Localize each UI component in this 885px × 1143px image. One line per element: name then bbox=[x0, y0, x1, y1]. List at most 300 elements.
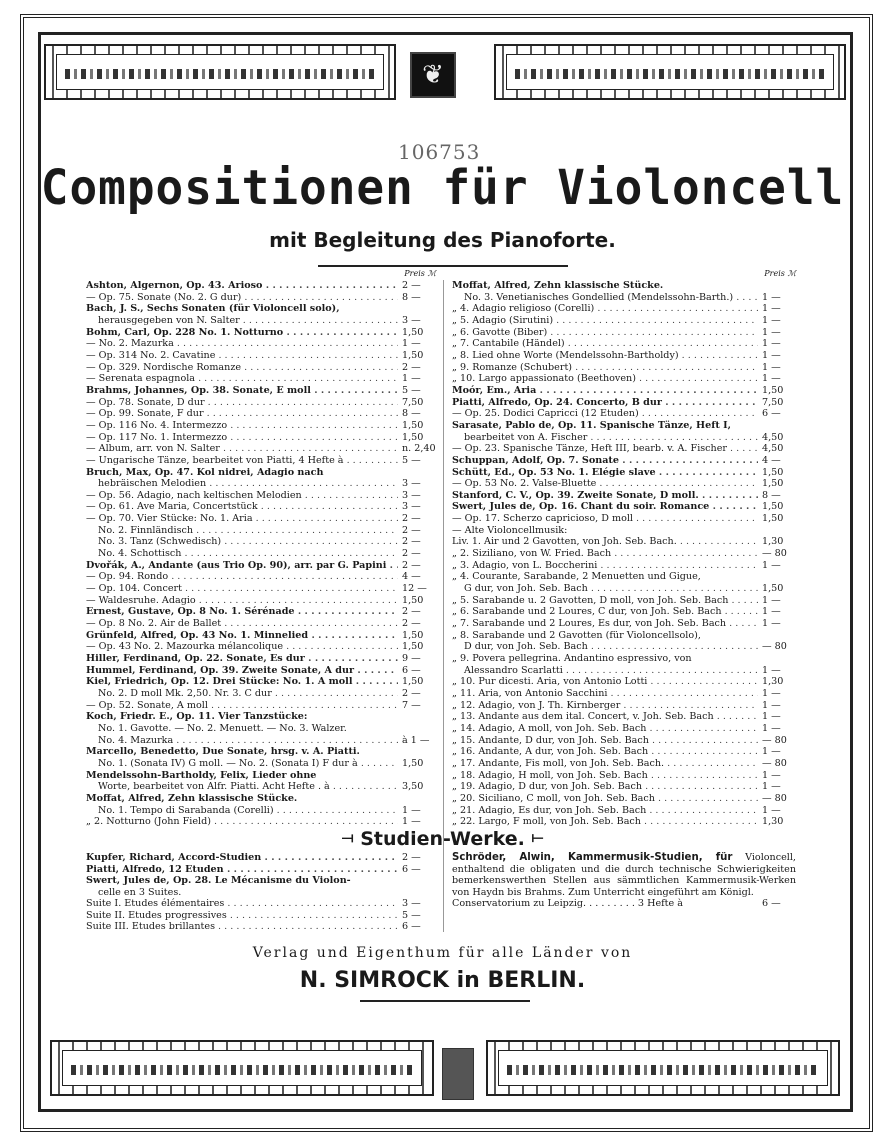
entry-title: „ 9. Romanze (Schubert) . . . bbox=[452, 362, 758, 374]
catalog-entry bbox=[86, 910, 436, 922]
entry-title: celle en 3 Suites. bbox=[98, 886, 182, 898]
catalog-entry bbox=[86, 385, 436, 397]
entry-title: Schütt, Ed., Op. 53 No. 1. Elégie slave . . . bbox=[452, 467, 758, 479]
entry-price: 7,50 bbox=[762, 396, 784, 408]
entry-title: — Op. 116 No. 4. Intermezzo . . . bbox=[86, 420, 398, 432]
entry-price: 1 — bbox=[762, 804, 781, 816]
entry-price: 3 — bbox=[402, 501, 421, 513]
catalog-entry bbox=[86, 618, 436, 630]
entry-price: 6 — bbox=[402, 664, 421, 676]
entry-title: — Op. 52. Sonate, A moll . . . bbox=[86, 700, 398, 712]
entry-title: — Op. 94. Rondo . . . bbox=[86, 571, 398, 583]
catalog-entry bbox=[452, 362, 796, 374]
entry-price: 6 — bbox=[762, 408, 781, 420]
studien-heading: ⟞ Studien-Werke. ⟝ bbox=[341, 828, 544, 850]
entry-title: Alessandro Scarlatti . . . bbox=[452, 665, 758, 677]
entry-title: Mendelssohn-Bartholdy, Felix, Lieder ohne bbox=[86, 769, 317, 781]
entry-title: No. 1. (Sonata IV) G moll. — No. 2. (Sonata I) F dur à . . . bbox=[86, 758, 398, 770]
entry-price: 1,30 bbox=[762, 676, 784, 688]
entry-price: 1 — bbox=[762, 303, 781, 315]
entry-title: — Op. 117 No. 1. Intermezzo . . . bbox=[86, 432, 398, 444]
entry-price: 1,50 bbox=[402, 431, 424, 443]
catalog-entry bbox=[86, 397, 436, 409]
entry-price: 1,50 bbox=[402, 629, 424, 641]
title-divider bbox=[318, 265, 568, 267]
top-right-ornament bbox=[494, 44, 846, 100]
catalog-entry bbox=[86, 443, 436, 455]
catalog-entry bbox=[86, 373, 436, 385]
catalog-entry bbox=[86, 571, 436, 583]
entry-title: Swert, Jules de, Op. 28. Le Mécanisme du Violon- bbox=[86, 875, 351, 886]
catalog-entry bbox=[86, 746, 436, 758]
catalog-entry bbox=[452, 665, 796, 677]
entry-title: „ 7. Sarabande und 2 Loures, Es dur, von Joh. Seb. Bach . . . bbox=[452, 618, 758, 630]
entry-price: 1 — bbox=[402, 816, 421, 828]
entry-title: „ 16. Andante, A dur, von Joh. Seb. Bach . . . bbox=[452, 746, 758, 758]
catalog-entry bbox=[452, 688, 796, 700]
entry-price bbox=[758, 420, 796, 432]
catalog-entry bbox=[452, 548, 796, 560]
catalog-entry bbox=[86, 875, 436, 887]
entry-price: 1,30 bbox=[762, 816, 784, 828]
catalog-entry bbox=[86, 606, 436, 618]
catalog-entry bbox=[86, 630, 436, 642]
entry-title: „ 10. Pur dicesti. Aria, von Antonio Lotti . . . bbox=[452, 676, 758, 688]
right-catalog-column bbox=[452, 268, 796, 828]
entry-price: 1 — bbox=[762, 781, 781, 793]
entry-title: „ 11. Aria, von Antonio Sacchini . . . bbox=[452, 688, 758, 700]
catalog-entry bbox=[452, 513, 796, 525]
entry-title: No. 2. Finnländisch . . . bbox=[86, 525, 398, 537]
entry-price: 1,50 bbox=[402, 676, 424, 688]
entry-title: No. 4. Schottisch . . . bbox=[86, 548, 398, 560]
entry-price: 3 — bbox=[402, 478, 421, 490]
entry-title: Ashton, Algernon, Op. 43. Arioso . . . bbox=[86, 280, 398, 292]
entry-price: 8 — bbox=[402, 291, 421, 303]
catalog-entry bbox=[86, 536, 436, 548]
catalog-entry bbox=[86, 455, 436, 467]
entry-title: „ 4. Courante, Sarabande, 2 Menuetten und Gigue, bbox=[452, 571, 701, 583]
catalog-entry bbox=[86, 408, 436, 420]
entry-title: — Op. 99. Sonate, F dur . . . bbox=[86, 408, 398, 420]
catalog-entry bbox=[86, 758, 436, 770]
catalog-stamp: 106753 bbox=[398, 140, 481, 164]
catalog-entry bbox=[452, 770, 796, 782]
catalog-entry bbox=[86, 362, 436, 374]
entry-title: No. 4. Mazurka . . . bbox=[86, 735, 398, 747]
catalog-entry bbox=[452, 490, 796, 502]
catalog-entry bbox=[452, 641, 796, 653]
catalog-entry bbox=[86, 548, 436, 560]
entry-price: 1,50 bbox=[402, 641, 424, 653]
catalog-entry bbox=[86, 327, 436, 339]
entry-title: „ 6. Gavotte (Biber) . . . bbox=[452, 327, 758, 339]
entry-price bbox=[398, 711, 436, 723]
catalog-entry bbox=[452, 327, 796, 339]
entry-title: — Op. 17. Scherzo capricioso, D moll . . . bbox=[452, 513, 758, 525]
entry-price: 3 — bbox=[402, 489, 421, 501]
entry-title: „ 17. Andante, Fis moll, von Joh. Seb. Bach. . . . bbox=[452, 758, 758, 770]
entry-title: „ 8. Sarabande und 2 Gavotten (für Violoncellsolo), bbox=[452, 629, 701, 641]
entry-title: Suite II. Etudes progressives . . . bbox=[86, 910, 398, 922]
entry-title: — Op. 25. Dodici Capricci (12 Etuden) . . . bbox=[452, 408, 758, 420]
entry-price: 1 — bbox=[762, 326, 781, 338]
catalog-entry bbox=[452, 583, 796, 595]
catalog-entry bbox=[452, 373, 796, 385]
entry-price: 1 — bbox=[402, 804, 421, 816]
entry-title: Grünfeld, Alfred, Op. 43 No. 1. Minnelied . . . bbox=[86, 630, 398, 642]
entry-title: „ 10. Largo appassionato (Beethoven) . . . bbox=[452, 373, 758, 385]
catalog-entry bbox=[452, 595, 796, 607]
catalog-entry bbox=[86, 852, 436, 864]
catalog-entry bbox=[86, 292, 436, 304]
entry-title: „ 14. Adagio, A moll, von Joh. Seb. Bach . . . bbox=[452, 723, 758, 735]
entry-price: 1 — bbox=[762, 769, 781, 781]
catalog-entry bbox=[452, 606, 796, 618]
bottom-emblem bbox=[442, 1048, 474, 1100]
entry-title: — Op. 104. Concert . . . bbox=[86, 583, 398, 595]
bottom-left-ornament bbox=[50, 1040, 434, 1096]
entry-title: „ 3. Adagio, von L. Boccherini . . . bbox=[452, 560, 758, 572]
entry-price: 3 — bbox=[402, 898, 421, 909]
entry-price: 1 — bbox=[762, 711, 781, 723]
publisher-rule bbox=[360, 1000, 530, 1002]
catalog-entry bbox=[452, 303, 796, 315]
entry-price: 1,50 bbox=[402, 419, 424, 431]
entry-price: 1 — bbox=[762, 722, 781, 734]
catalog-entry bbox=[86, 688, 436, 700]
catalog-entry bbox=[452, 432, 796, 444]
entry-price: 1,30 bbox=[762, 536, 784, 548]
entry-title: No. 1. Tempo di Sarabanda (Corelli) . . . bbox=[86, 805, 398, 817]
entry-price: 2 — bbox=[402, 548, 421, 560]
catalog-entry bbox=[86, 350, 436, 362]
entry-price: 1 — bbox=[762, 338, 781, 350]
entry-title: „ 2. Siziliano, von W. Fried. Bach . . . bbox=[452, 548, 758, 560]
catalog-entry bbox=[86, 478, 436, 490]
catalog-entry bbox=[452, 618, 796, 630]
entry-price: 1,50 bbox=[762, 583, 784, 595]
entry-price: 1,50 bbox=[762, 513, 784, 525]
entry-price: 5 — bbox=[402, 909, 421, 921]
entry-price: 1 — bbox=[762, 687, 781, 699]
entry-title: „ 4. Adagio religioso (Corelli) . . . bbox=[452, 303, 758, 315]
entry-title: Moffat, Alfred, Zehn klassische Stücke. bbox=[86, 792, 298, 804]
entry-price: 1 — bbox=[762, 618, 781, 630]
entry-price: 1 — bbox=[762, 373, 781, 385]
catalog-entry bbox=[86, 280, 436, 292]
entry-price: 3 — bbox=[402, 314, 421, 326]
schroeder-text: Violoncell, enthaltend die obligaten und die durch technische Schwierigkeiten bemerkenswerthen Stellen aus sämmtlichen Kammermusik-Werken von Haydn bis Brahms. Zum Unterricht eingeführt am Königl. bbox=[452, 852, 796, 898]
catalog-entry bbox=[452, 397, 796, 409]
catalog-entry bbox=[452, 653, 796, 665]
entry-price: 2 — bbox=[402, 513, 421, 525]
entry-price bbox=[398, 887, 436, 899]
catalog-entry bbox=[452, 711, 796, 723]
entry-price: 1 — bbox=[402, 373, 421, 385]
catalog-entry bbox=[452, 746, 796, 758]
catalog-entry bbox=[86, 560, 436, 572]
entry-title: bearbeitet von A. Fischer . . . bbox=[452, 432, 758, 444]
entry-price bbox=[398, 467, 436, 479]
catalog-entry bbox=[452, 793, 796, 805]
catalog-entry bbox=[452, 420, 796, 432]
entry-title: — Album, arr. von N. Salter . . . bbox=[86, 443, 398, 455]
top-monogram-emblem: ❦ bbox=[410, 52, 456, 98]
entry-title: — Op. 78. Sonate, D dur . . . bbox=[86, 397, 398, 409]
entry-price: 2 — bbox=[402, 618, 421, 630]
entry-price: — 80 bbox=[762, 734, 787, 746]
entry-price: 2 — bbox=[402, 524, 421, 536]
studien-heading-text: Studien-Werke. bbox=[360, 828, 525, 850]
entry-price: 1 — bbox=[762, 361, 781, 373]
price-header-left: Preis ℳ bbox=[404, 269, 436, 278]
entry-title: Moffat, Alfred, Zehn klassische Stücke. bbox=[452, 280, 664, 291]
entry-price: 2 — bbox=[402, 687, 421, 699]
entry-price bbox=[758, 280, 796, 292]
entry-title: Brahms, Johannes, Op. 38. Sonate, E moll . . . bbox=[86, 385, 398, 397]
catalog-entry bbox=[452, 723, 796, 735]
publisher-name: N. SIMROCK in BERLIN. bbox=[299, 968, 586, 993]
entry-title: — Alte Violoncellmusik: bbox=[452, 524, 568, 536]
entry-price: 2 — bbox=[402, 606, 421, 618]
entry-price: 7,50 bbox=[402, 396, 424, 408]
catalog-entry bbox=[86, 723, 436, 735]
entry-title: — Serenata espagnola . . . bbox=[86, 373, 398, 385]
catalog-entry bbox=[452, 292, 796, 304]
entry-title: Bohm, Carl, Op. 228 No. 1. Notturno . . . bbox=[86, 327, 398, 339]
entry-price: 6 — bbox=[402, 863, 421, 875]
catalog-entry bbox=[86, 793, 436, 805]
left-catalog-column bbox=[86, 268, 436, 828]
entry-price: 2 — bbox=[402, 559, 421, 571]
entry-title: — Op. 23. Spanische Tänze, Heft III, bearb. v. A. Fischer . . . bbox=[452, 443, 758, 455]
catalog-entry bbox=[452, 898, 796, 910]
entry-title: „ 19. Adagio, D dur, von Joh. Seb. Bach . . . bbox=[452, 781, 758, 793]
catalog-entry bbox=[86, 653, 436, 665]
entry-price: 1,50 bbox=[402, 594, 424, 606]
catalog-entry bbox=[86, 467, 436, 479]
entry-price bbox=[398, 770, 436, 782]
catalog-entry bbox=[452, 455, 796, 467]
catalog-entry bbox=[452, 735, 796, 747]
catalog-entry bbox=[452, 758, 796, 770]
entry-price: 6 — bbox=[762, 898, 781, 909]
entry-title: Conservatorium zu Leipzig. . . . . . . . . 3 Hefte à bbox=[452, 898, 683, 909]
entry-title: — Op. 329. Nordische Romanze . . . bbox=[86, 362, 398, 374]
entry-title: Ernest, Gustave, Op. 8 No. 1. Sérénade . . . bbox=[86, 606, 398, 618]
catalog-entry bbox=[86, 525, 436, 537]
entry-price: 1 — bbox=[762, 594, 781, 606]
catalog-entry bbox=[86, 770, 436, 782]
entry-title: Suite I. Etudes élémentaires . . . bbox=[86, 898, 398, 910]
entry-title: — Op. 314 No. 2. Cavatine . . . bbox=[86, 350, 398, 362]
catalog-entry bbox=[452, 467, 796, 479]
entry-title: Hummel, Ferdinand, Op. 39. Zweite Sonate, A dur . . . bbox=[86, 665, 398, 677]
catalog-entry bbox=[452, 315, 796, 327]
entry-price: 1 — bbox=[762, 349, 781, 361]
entry-price: 2 — bbox=[402, 280, 421, 291]
catalog-entry bbox=[86, 921, 436, 933]
entry-price bbox=[398, 303, 436, 315]
entry-price: 1 — bbox=[402, 338, 421, 350]
catalog-entry bbox=[452, 571, 796, 583]
entry-title: Hiller, Ferdinand, Op. 22. Sonate, Es dur . . . bbox=[86, 653, 398, 665]
entry-price: 1 — bbox=[762, 746, 781, 758]
entry-price bbox=[398, 723, 436, 735]
studien-right-block bbox=[452, 852, 796, 910]
entry-price: 1,50 bbox=[762, 501, 784, 513]
entry-price: 1,50 bbox=[762, 384, 784, 396]
entry-price: 1 — bbox=[762, 291, 781, 303]
entry-price: n. 2,40 bbox=[402, 443, 436, 455]
entry-price: 1,50 bbox=[402, 349, 424, 361]
catalog-entry bbox=[452, 280, 796, 292]
entry-title: „ 6. Sarabande und 2 Loures, C dur, von Joh. Seb. Bach . . . bbox=[452, 606, 758, 618]
entry-title: Sarasate, Pablo de, Op. 11. Spanische Tänze, Heft I, bbox=[452, 419, 731, 431]
entry-title: Liv. 1. Air und 2 Gavotten, von Joh. Seb. Bach. . . . bbox=[452, 536, 758, 548]
entry-price: 4,50 bbox=[762, 443, 784, 455]
entry-title: „ 12. Adagio, von J. Th. Kirnberger . . . bbox=[452, 700, 758, 712]
catalog-entry bbox=[86, 338, 436, 350]
catalog-entry bbox=[86, 641, 436, 653]
entry-title: Worte, bearbeitet von Alfr. Piatti. Acht Hefte . à . . . bbox=[86, 781, 398, 793]
catalog-entry bbox=[86, 303, 436, 315]
catalog-entry bbox=[452, 478, 796, 490]
entry-title: Bach, J. S., Sechs Sonaten (für Violoncell solo), bbox=[86, 303, 340, 315]
entry-price: 1 — bbox=[762, 314, 781, 326]
publisher-line: Verlag und Eigenthum für alle Länder von bbox=[252, 945, 633, 961]
entry-title: Kupfer, Richard, Accord-Studien . . . bbox=[86, 852, 398, 864]
catalog-entry bbox=[452, 816, 796, 828]
catalog-entry bbox=[452, 385, 796, 397]
entry-price: 1,50 bbox=[762, 478, 784, 490]
entry-title: — No. 2. Mazurka . . . bbox=[86, 338, 398, 350]
entry-title: — Op. 8 No. 2. Air de Ballet . . . bbox=[86, 618, 398, 630]
entry-price: 2 — bbox=[402, 852, 421, 863]
entry-title: No. 2. D moll Mk. 2,50. Nr. 3. C dur . . . bbox=[86, 688, 398, 700]
catalog-entry bbox=[452, 350, 796, 362]
entry-price bbox=[398, 746, 436, 758]
entry-title: No. 3. Tanz (Schwedisch) . . . bbox=[86, 536, 398, 548]
entry-title: Koch, Friedr. E., Op. 11. Vier Tanzstücke: bbox=[86, 711, 308, 723]
catalog-entry bbox=[452, 805, 796, 817]
entry-title: „ 7. Cantabile (Händel) . . . bbox=[452, 338, 758, 350]
entry-price: 1 — bbox=[762, 664, 781, 676]
entry-price: 3,50 bbox=[402, 781, 424, 793]
catalog-entry bbox=[86, 595, 436, 607]
catalog-entry bbox=[86, 781, 436, 793]
studien-left-list bbox=[86, 852, 436, 933]
catalog-entry bbox=[86, 432, 436, 444]
catalog-entry bbox=[86, 665, 436, 677]
catalog-entry bbox=[452, 630, 796, 642]
entry-price: — 80 bbox=[762, 792, 787, 804]
entry-title: „ 15. Andante, D dur, von Joh. Seb. Bach . . . bbox=[452, 735, 758, 747]
entry-price: 5 — bbox=[402, 384, 421, 396]
catalog-entry bbox=[452, 501, 796, 513]
entry-price bbox=[398, 793, 436, 805]
catalog-entry bbox=[86, 816, 436, 828]
catalog-entry bbox=[452, 536, 796, 548]
entry-price: 1,50 bbox=[762, 466, 784, 478]
catalog-entry bbox=[86, 315, 436, 327]
entry-price: 2 — bbox=[402, 361, 421, 373]
entry-title: Stanford, C. V., Op. 39. Zweite Sonate, D moll. . . . bbox=[452, 490, 758, 502]
catalog-entry bbox=[86, 805, 436, 817]
entry-price: 4 — bbox=[762, 454, 781, 466]
entry-price bbox=[758, 653, 796, 665]
entry-title: herausgegeben von N. Salter . . . bbox=[86, 315, 398, 327]
entry-price bbox=[398, 875, 436, 887]
entry-title: „ 5. Adagio (Sirutini) . . . bbox=[452, 315, 758, 327]
catalog-entry bbox=[86, 898, 436, 910]
catalog-entry bbox=[86, 490, 436, 502]
entry-title: — Op. 61. Ave Maria, Concertstück . . . bbox=[86, 501, 398, 513]
entry-title: — Op. 70. Vier Stücke: No. 1. Aria . . . bbox=[86, 513, 398, 525]
entry-title: G dur, von Joh. Seb. Bach . . . bbox=[452, 583, 758, 595]
catalog-entry bbox=[86, 676, 436, 688]
entry-price bbox=[758, 571, 796, 583]
catalog-entry bbox=[86, 501, 436, 513]
catalog-entry bbox=[86, 513, 436, 525]
entry-price: 6 — bbox=[402, 921, 421, 932]
catalog-entry bbox=[452, 408, 796, 420]
page-subtitle: mit Begleitung des Pianoforte. bbox=[269, 228, 616, 252]
catalog-entry bbox=[86, 420, 436, 432]
catalog-entry bbox=[452, 700, 796, 712]
entry-price: 1 — bbox=[762, 606, 781, 618]
entry-title: — Op. 43 No. 2. Mazourka mélancolique . . . bbox=[86, 641, 398, 653]
entry-price: 1 — bbox=[762, 699, 781, 711]
catalog-entry bbox=[452, 560, 796, 572]
entry-title: „ 2. Notturno (John Field) . . . bbox=[86, 816, 398, 828]
entry-price: — 80 bbox=[762, 548, 787, 560]
catalog-entry bbox=[86, 887, 436, 899]
catalog-entry bbox=[86, 864, 436, 876]
entry-price bbox=[758, 630, 796, 642]
entry-title: Bruch, Max, Op. 47. Kol nidrei, Adagio nach bbox=[86, 466, 324, 478]
entry-price: 7 — bbox=[402, 699, 421, 711]
entry-title: „ 5. Sarabande u. 2 Gavotten, D moll, von Joh. Seb. Bach . . . bbox=[452, 595, 758, 607]
entry-title: Marcello, Benedetto, Due Sonate, hrsg. v. A. Piatti. bbox=[86, 746, 360, 758]
entry-title: Piatti, Alfredo, Op. 24. Concerto, B dur . . . bbox=[452, 397, 758, 409]
entry-price: 4 — bbox=[402, 571, 421, 583]
entry-price: 12 — bbox=[402, 583, 427, 595]
entry-title: „ 9. Povera pellegrina. Andantino espressivo, von bbox=[452, 653, 692, 664]
catalog-entry bbox=[86, 583, 436, 595]
entry-title: Swert, Jules de, Op. 16. Chant du soir. Romance . . . bbox=[452, 501, 758, 513]
entry-title: „ 22. Largo, F moll, von Joh. Seb. Bach . . . bbox=[452, 816, 758, 828]
entry-price: 1,50 bbox=[402, 326, 424, 338]
page-title: Compositionen für Violoncell bbox=[40, 158, 845, 216]
entry-price: 5 — bbox=[402, 454, 421, 466]
entry-price: 2 — bbox=[402, 536, 421, 548]
entry-price: — 80 bbox=[762, 757, 787, 769]
entry-title: „ 18. Adagio, H moll, von Joh. Seb. Bach . . . bbox=[452, 770, 758, 782]
entry-title: Schuppan, Adolf, Op. 7. Sonate . . . bbox=[452, 455, 758, 467]
bottom-right-ornament bbox=[486, 1040, 840, 1096]
entry-title: Moór, Em., Aria . . . bbox=[452, 385, 758, 397]
catalog-entry bbox=[452, 338, 796, 350]
entry-price: 9 — bbox=[402, 653, 421, 664]
entry-title: Suite III. Etudes brillantes . . . bbox=[86, 921, 398, 933]
entry-price: 4,50 bbox=[762, 431, 784, 443]
entry-price: 8 — bbox=[762, 489, 781, 501]
entry-title: — Op. 56. Adagio, nach keltischen Melodien . . . bbox=[86, 490, 398, 502]
entry-title: „ 8. Lied ohne Worte (Mendelssohn-Bartholdy) . . . bbox=[452, 350, 758, 362]
catalog-entry bbox=[452, 525, 796, 537]
